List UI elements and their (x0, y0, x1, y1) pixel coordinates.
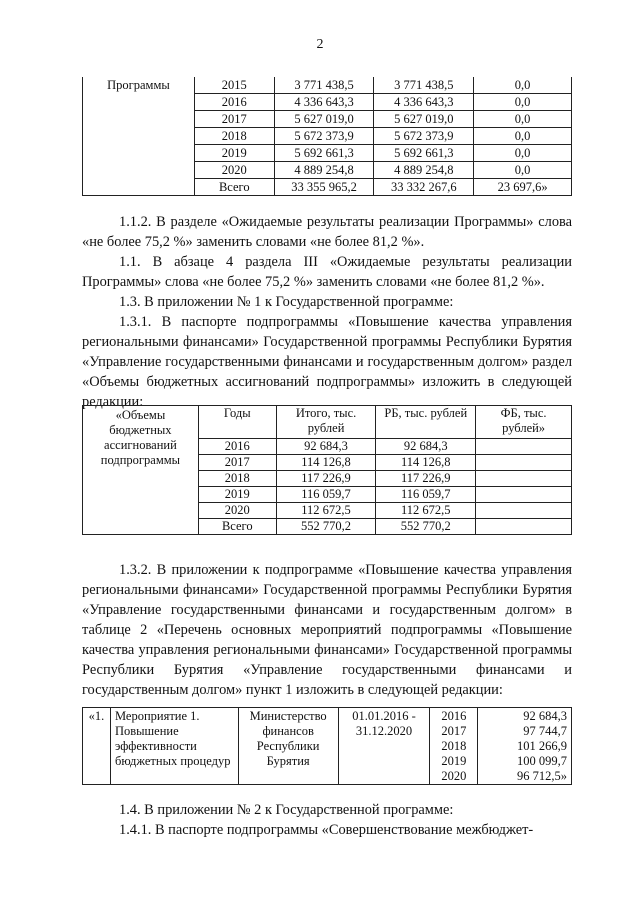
value-cell: 23 697,6» (474, 179, 572, 196)
value-cell: 0,0 (474, 111, 572, 128)
value-cell: 4 336 643,3 (374, 94, 474, 111)
value-cell: 0,0 (474, 128, 572, 145)
value-cell: 0,0 (474, 145, 572, 162)
year-cell: 2017 (194, 111, 274, 128)
value-cell (476, 471, 572, 487)
activity-years (430, 708, 478, 785)
activity-executor: Министерство финансов Республики Бурятия (238, 708, 338, 785)
value-cell: 117 226,9 (276, 471, 376, 487)
activity-year: 2019 (441, 754, 467, 768)
value-cell: 0,0 (474, 94, 572, 111)
activity-year: 2016 (441, 709, 467, 723)
value-cell: 114 126,8 (376, 455, 476, 471)
header-total: Итого, тыс. рублей (276, 406, 376, 439)
activity-year: 2017 (441, 724, 467, 738)
value-cell: 5 672 373,9 (374, 128, 474, 145)
activity-amount: 92 684,3 (523, 709, 567, 723)
value-cell: 552 770,2 (376, 519, 476, 535)
header-years: Годы (198, 406, 276, 439)
year-cell: 2016 (198, 439, 276, 455)
year-cell: Всего (198, 519, 276, 535)
year-cell: Всего (194, 179, 274, 196)
activity-year: 2018 (441, 739, 467, 753)
table-row (83, 77, 572, 94)
value-cell: 92 684,3 (376, 439, 476, 455)
value-cell: 92 684,3 (276, 439, 376, 455)
value-cell: 5 627 019,0 (274, 111, 374, 128)
value-cell: 4 889 254,8 (374, 162, 474, 179)
activity-amount: 96 712,5» (517, 769, 567, 783)
value-cell (476, 455, 572, 471)
value-cell: 112 672,5 (376, 503, 476, 519)
paragraph-1-1-2: 1.1.2. В разделе «Ожидаемые результаты реализации Программы» слова «не более 75,2 %» заменить словами «не более 81,2 %». (82, 214, 572, 250)
value-cell: 4 889 254,8 (274, 162, 374, 179)
value-cell: 5 672 373,9 (274, 128, 374, 145)
value-cell: 116 059,7 (376, 487, 476, 503)
paragraph-1-3-2: 1.3.2. В приложении к подпрограмме «Повышение качества управления региональными финансами» Государственной программы Республики Бурятия «Управление государственными финансами и государственным долгом» в таблице 2 «Перечень основных мероприятий подпрограммы «Повышение качества управления региональными финансами» Государственной программы Республики Бурятия «Управление государственными финансами и государственным долгом» пункт 1 изложить в следующей редакции: (82, 562, 572, 698)
year-cell: 2017 (198, 455, 276, 471)
value-cell (476, 519, 572, 535)
value-cell: 114 126,8 (276, 455, 376, 471)
subprogram-funding-table (82, 405, 572, 535)
value-cell: 552 770,2 (276, 519, 376, 535)
value-cell: 33 355 965,2 (274, 179, 374, 196)
page-number: 2 (316, 37, 324, 52)
budget-allocations-label: «Объемы бюджетных ассигнований подпрограммы (83, 406, 199, 535)
activity-table (82, 707, 572, 785)
year-cell: 2018 (194, 128, 274, 145)
header-fb: ФБ, тыс. рублей» (476, 406, 572, 439)
value-cell (476, 503, 572, 519)
activity-amounts (478, 708, 572, 785)
paragraph-1-4: 1.4. В приложении № 2 к Государственной программе: (119, 802, 454, 818)
value-cell: 5 692 661,3 (274, 145, 374, 162)
value-cell: 0,0 (474, 162, 572, 179)
year-cell: 2020 (194, 162, 274, 179)
year-cell: 2019 (194, 145, 274, 162)
program-label: Программы (83, 77, 195, 196)
value-cell: 0,0 (474, 77, 572, 94)
value-cell: 117 226,9 (376, 471, 476, 487)
value-cell: 4 336 643,3 (274, 94, 374, 111)
value-cell: 5 692 661,3 (374, 145, 474, 162)
value-cell (476, 439, 572, 455)
value-cell (476, 487, 572, 503)
value-cell: 3 771 438,5 (274, 77, 374, 94)
paragraph-1-1: 1.1. В абзаце 4 раздела III «Ожидаемые результаты реализации Программы» слова «не более 75,2 %» заменить словами «не более 81,2 %». (82, 254, 572, 290)
activity-period: 01.01.2016 - 31.12.2020 (338, 708, 430, 785)
activity-year: 2020 (441, 769, 467, 783)
year-cell: 2019 (198, 487, 276, 503)
activity-amount: 101 266,9 (517, 739, 567, 753)
value-cell: 5 627 019,0 (374, 111, 474, 128)
activity-event: Мероприятие 1. Повышение эффективности бюджетных процедур (110, 708, 238, 785)
activity-amount: 97 744,7 (523, 724, 567, 738)
paragraph-1-4-1: 1.4.1. В паспорте подпрограммы «Совершенствование межбюджет- (119, 822, 534, 838)
value-cell: 112 672,5 (276, 503, 376, 519)
activity-number: «1. (83, 708, 111, 785)
program-funding-table (82, 77, 572, 196)
value-cell: 3 771 438,5 (374, 77, 474, 94)
header-rb: РБ, тыс. рублей (376, 406, 476, 439)
activity-amount: 100 099,7 (517, 754, 567, 768)
value-cell: 116 059,7 (276, 487, 376, 503)
year-cell: 2020 (198, 503, 276, 519)
year-cell: 2016 (194, 94, 274, 111)
year-cell: 2015 (194, 77, 274, 94)
paragraph-1-3-1: 1.3.1. В паспорте подпрограммы «Повышение качества управления региональными финансами» Государственной программы Республики Бурятия «Управление государственными финансами и государственным долгом» раздел «Объемы бюджетных ассигнований подпрограммы» изложить в следующей редакции: (82, 314, 572, 410)
paragraph-1-3: 1.3. В приложении № 1 к Государственной программе: (119, 294, 454, 310)
value-cell: 33 332 267,6 (374, 179, 474, 196)
year-cell: 2018 (198, 471, 276, 487)
